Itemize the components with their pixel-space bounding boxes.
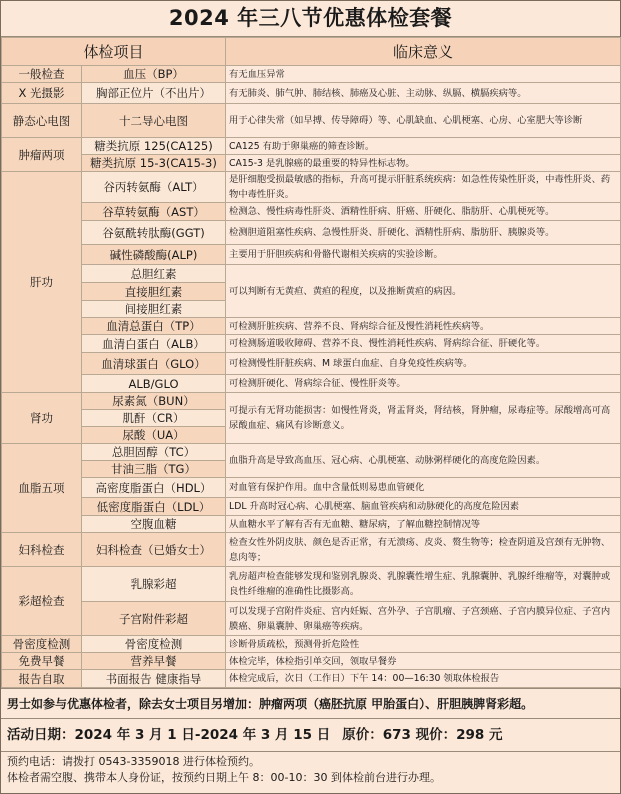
item-alb: 血清白蛋白（ALB） [82, 335, 226, 353]
male-note: 男士如参与优惠体检者，除去女士项目另增加：肿瘤两项（癌胚抗原 甲胎蛋白）、肝胆胰脾肾彩超。 [1, 688, 620, 718]
item-glucose: 空腹血糖 [82, 516, 226, 533]
item-glo: 血清球蛋白（GLO） [82, 353, 226, 375]
meaning-alb-glo: 可检测肝硬化、肾病综合征、慢性肝炎等。 [226, 375, 621, 393]
header-item: 体检项目 [2, 38, 226, 66]
meaning-ca125: CA125 有助于卵巢癌的筛查诊断。 [226, 138, 621, 155]
meaning-gynecology: 检查女性外阴皮肤、颜色是否正常，有无溃疡、皮炎、赘生物等；检查阴道及宫颈有无肿物、息肉等； [226, 533, 621, 567]
meaning-alt: 是肝细胞受损最敏感的指标，升高可提示肝脏系统疾病：如急性传染性肝炎，中毒性肝炎、药物中毒性肝炎。 [226, 172, 621, 203]
contact-instructions: 体检者需空腹、携带本人身份证，按预约日期上午 8：00-10：30 到体检前台进行办理。 [7, 771, 441, 784]
table-row [2, 375, 621, 393]
table-row [2, 318, 621, 335]
meaning-ca153: CA15-3 是乳腺癌的最重要的特异性标志物。 [226, 155, 621, 172]
table-row [2, 636, 621, 653]
contact-info [1, 751, 620, 788]
meaning-hdl: 对血管有保护作用。血中含量低则易患血管硬化 [226, 478, 621, 498]
meaning-breakfast: 体检完毕，体检指引单交回，领取早餐券 [226, 653, 621, 670]
table-row [2, 245, 621, 265]
category-lipids: 血脂五项 [2, 444, 82, 533]
meaning-kidney: 可提示有无肾功能损害：如慢性肾炎，肾盂肾炎，肾结核，肾肿瘤，尿毒症等。尿酸增高可高尿酸血症、痛风有诊断意义。 [226, 393, 621, 444]
item-breakfast: 营养早餐 [82, 653, 226, 670]
meaning-ecg: 用于心律失常（如早搏、传导障碍）等、心肌缺血、心肌梗塞、心房、心室肥大等诊断 [226, 104, 621, 138]
table-row [2, 172, 621, 203]
category-kidney: 肾功 [2, 393, 82, 444]
table-row [2, 155, 621, 172]
item-bun: 尿素氮（BUN） [82, 393, 226, 410]
item-tc: 总胆固醇（TC） [82, 444, 226, 461]
table-row [2, 670, 621, 688]
table-row [2, 104, 621, 138]
item-ca125: 糖类抗原 125(CA125) [82, 138, 226, 155]
item-ca153: 糖类抗原 15-3(CA15-3) [82, 155, 226, 172]
category-breakfast: 免费早餐 [2, 653, 82, 670]
meaning-ldl: LDL 升高时冠心病、心肌梗塞、脑血管疾病和动脉硬化的高度危险因素 [226, 498, 621, 516]
activity-info [1, 718, 620, 751]
category-ecg: 静态心电图 [2, 104, 82, 138]
table-header-row [2, 38, 621, 66]
category-tumor: 肿瘤两项 [2, 138, 82, 172]
table-row [2, 83, 621, 104]
category-liver: 肝功 [2, 172, 82, 393]
meaning-breast-ultrasound: 乳房超声检查能够发现和鉴别乳腺炎、乳腺囊性增生症、乳腺囊肿、乳腺纤维瘤等，对囊肿或良性纤维瘤的准确性比摄影高。 [226, 567, 621, 602]
meaning-report: 体检完成后，次日（工作日）下午 14：00—16:30 领取体检报告 [226, 670, 621, 688]
item-tg: 甘油三脂（TG） [82, 461, 226, 478]
table-row [2, 221, 621, 245]
item-alp: 碱性磷酸酶(ALP) [82, 245, 226, 265]
item-breast-ultrasound: 乳腺彩超 [82, 567, 226, 602]
item-ibil: 间接胆红素 [82, 301, 226, 318]
item-bp: 血压（BP） [82, 66, 226, 83]
item-ldl: 低密度脂蛋白（LDL） [82, 498, 226, 516]
meaning-glucose: 从血糖水平了解有否有无血糖、糖尿病，了解血糖控制情况等 [226, 516, 621, 533]
category-xray: X 光摄影 [2, 83, 82, 104]
meaning-chest-xray: 有无肺炎、肺气肿、肺结核、肺癌及心脏、主动脉、纵膈、横膈疾病等。 [226, 83, 621, 104]
activity-date: 活动日期：2024 年 3 月 1 日-2024 年 3 月 15 日 [7, 727, 331, 743]
item-chest-xray: 胸部正位片（不出片） [82, 83, 226, 104]
item-ecg: 十二导心电图 [82, 104, 226, 138]
meaning-tp: 可检测肝脏疾病、营养不良、肾病综合征及慢性消耗性疾病等。 [226, 318, 621, 335]
item-cr: 肌酐（CR） [82, 410, 226, 427]
activity-price: 原价：673 现价：298 元 [342, 727, 503, 743]
table-row [2, 203, 621, 221]
item-ast: 谷草转氨酶（AST） [82, 203, 226, 221]
item-hdl: 高密度脂蛋白（HDL） [82, 478, 226, 498]
item-gynecology: 妇科检查（已婚女士） [82, 533, 226, 567]
package-table [1, 37, 621, 688]
item-tp: 血清总蛋白（TP） [82, 318, 226, 335]
table-row [2, 602, 621, 636]
item-report: 书面报告 健康指导 [82, 670, 226, 688]
item-bone-density: 骨密度检测 [82, 636, 226, 653]
table-row [2, 533, 621, 567]
table-row [2, 444, 621, 461]
table-row [2, 353, 621, 375]
meaning-bp: 有无血压异常 [226, 66, 621, 83]
meaning-alb: 可检测肠道吸收障碍、营养不良、慢性消耗性疾病、肾病综合征、肝硬化等。 [226, 335, 621, 353]
meaning-alp: 主要用于肝胆疾病和骨骼代谢相关疾病的实验诊断。 [226, 245, 621, 265]
table-row [2, 478, 621, 498]
meaning-glo: 可检测慢性肝脏疾病、M 球蛋白血症、自身免疫性疾病等。 [226, 353, 621, 375]
table-row [2, 498, 621, 516]
table-row [2, 653, 621, 670]
item-uterus-ultrasound: 子宫附件彩超 [82, 602, 226, 636]
item-ua: 尿酸（UA） [82, 427, 226, 444]
item-alb-glo: ALB/GLO [82, 375, 226, 393]
contact-phone: 预约电话：请拨打 0543-3359018 进行体检预约。 [7, 755, 260, 768]
meaning-tc-tg: 血脂升高是导致高血压、冠心病、心肌梗塞、动脉粥样硬化的高度危险因素。 [226, 444, 621, 478]
category-general: 一般检查 [2, 66, 82, 83]
table-row [2, 138, 621, 155]
category-bone-density: 骨密度检测 [2, 636, 82, 653]
table-row [2, 66, 621, 83]
item-alt: 谷丙转氨酶（ALT） [82, 172, 226, 203]
category-ultrasound: 彩超检查 [2, 567, 82, 636]
table-row [2, 265, 621, 283]
meaning-bone-density: 诊断骨质疏松，预测骨折危险性 [226, 636, 621, 653]
item-tbil: 总胆红素 [82, 265, 226, 283]
meaning-uterus-ultrasound: 可以发现子宫附件炎症、宫内妊娠、宫外孕、子宫肌瘤、子宫颈癌、子宫内膜异位症、子宫内膜癌、卵巢囊肿、卵巢癌等疾病。 [226, 602, 621, 636]
page-title: 2024 年三八节优惠体检套餐 [1, 1, 620, 37]
table-row [2, 516, 621, 533]
meaning-ggt: 检测胆道阻塞性疾病、急慢性肝炎、肝硬化、酒精性肝病、脂肪肝、胰腺炎等。 [226, 221, 621, 245]
table-row [2, 335, 621, 353]
table-row [2, 393, 621, 410]
header-meaning: 临床意义 [226, 38, 621, 66]
meaning-ast: 检测急、慢性病毒性肝炎、酒精性肝病、肝癌、肝硬化、脂肪肝、心肌梗死等。 [226, 203, 621, 221]
item-ggt: 谷氨酰转肽酶(GGT) [82, 221, 226, 245]
category-gynecology: 妇科检查 [2, 533, 82, 567]
meaning-bilirubin: 可以判断有无黄疸、黄疸的程度，以及推断黄疸的病因。 [226, 265, 621, 318]
item-dbil: 直接胆红素 [82, 283, 226, 301]
category-report: 报告自取 [2, 670, 82, 688]
table-row [2, 567, 621, 602]
